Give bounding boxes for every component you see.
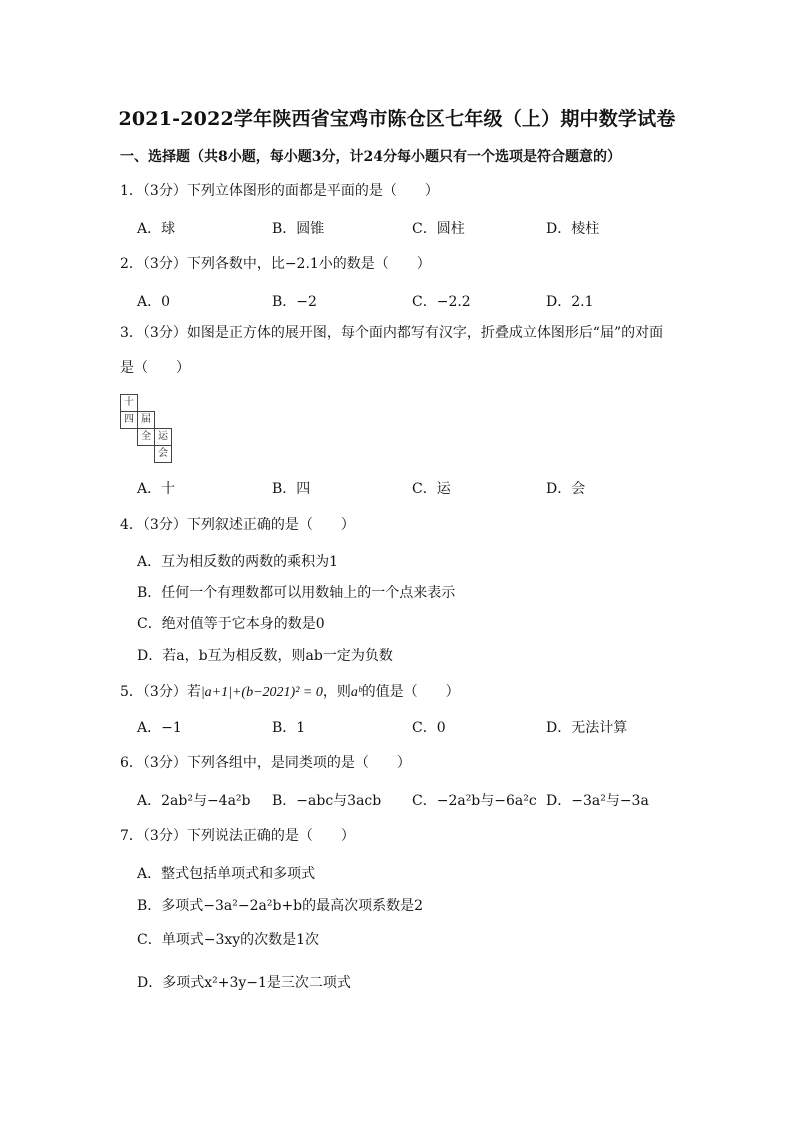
question-3-stem: 3．（3分）如图是正方体的展开图，每个面内都写有汉字，折叠成立体图形后“届”的对面	[120, 325, 664, 341]
question-4-stem: 4．（3分）下列叙述正确的是（ ）	[120, 517, 355, 533]
q4-option-c: C．绝对值等于它本身的数是0	[137, 616, 325, 632]
q2-option-a: A．0	[137, 294, 171, 310]
question-5-stem	[120, 681, 460, 701]
q5-stem-post: 的值是（ ）	[361, 684, 460, 700]
q6-option-a: A．2ab²与−4a²b	[137, 793, 251, 809]
q5-equation: |a+1|+(b−2021)² = 0	[200, 685, 323, 700]
q1-option-a: A．球	[137, 221, 176, 237]
question-1-stem: 1．（3分）下列立体图形的面都是平面的是（ ）	[120, 183, 439, 199]
q5-stem-pre: 5．（3分）若	[120, 684, 201, 700]
q3-option-a: A．十	[137, 481, 176, 497]
net-cell-quan: 全	[137, 428, 155, 446]
q2-option-b: B．−2	[272, 294, 317, 310]
q6-option-c: C．−2a²b与−6a²c	[412, 793, 537, 809]
q4-option-b: B．任何一个有理数都可以用数轴上的一个点来表示	[137, 585, 456, 601]
q1-option-b: B．圆锥	[272, 221, 325, 237]
q4-option-a: A．互为相反数的两数的乘积为1	[137, 554, 339, 570]
q1-option-c: C．圆柱	[412, 221, 465, 237]
q3-option-d: D．会	[546, 481, 586, 497]
q5-option-d: D．无法计算	[546, 720, 628, 736]
q5-option-a: A．−1	[137, 720, 182, 736]
q7-option-d: D．多项式x²+3y−1是三次二项式	[137, 975, 351, 991]
q5-option-b: B．1	[272, 720, 306, 736]
question-2-stem: 2．（3分）下列各数中，比−2.1小的数是（ ）	[120, 256, 431, 272]
cube-net-figure	[120, 394, 180, 466]
question-6-stem: 6．（3分）下列各组中，是同类项的是（ ）	[120, 755, 411, 771]
q2-option-c: C．−2.2	[412, 294, 471, 310]
net-cell-yun: 运	[154, 428, 172, 446]
q7-option-b: B．多项式−3a²−2a²b+b的最高次项系数是2	[137, 898, 424, 914]
page-title: 2021-2022学年陕西省宝鸡市陈仓区七年级（上）期中数学试卷	[118, 108, 676, 130]
q5-stem-mid: ，则	[322, 684, 351, 700]
net-cell-shi: 十	[120, 394, 138, 412]
section-heading: 一、选择题（共8小题，每小题3分，计24分每小题只有一个选项是符合题意的）	[120, 149, 621, 165]
q1-option-d: D．棱柱	[546, 221, 600, 237]
q3-option-b: B．四	[272, 481, 311, 497]
q6-option-b: B．−abc与3acb	[272, 793, 382, 809]
question-3-stem-cont: 是（ ）	[120, 360, 190, 376]
q4-option-d: D．若a，b互为相反数，则ab一定为负数	[137, 648, 393, 664]
q7-option-c: C．单项式−3xy的次数是1次	[137, 932, 320, 948]
q3-option-c: C．运	[412, 481, 451, 497]
q6-option-d: D．−3a²与−3a	[546, 793, 649, 809]
net-cell-hui: 会	[154, 445, 172, 463]
net-cell-jie: 届	[137, 411, 155, 429]
question-7-stem: 7．（3分）下列说法正确的是（ ）	[120, 828, 355, 844]
q5-option-c: C．0	[412, 720, 446, 736]
q5-expression: aᵇ	[350, 685, 362, 700]
q7-option-a: A．整式包括单项式和多项式	[137, 866, 316, 882]
q2-option-d: D．2.1	[546, 294, 594, 310]
net-cell-si: 四	[120, 411, 138, 429]
